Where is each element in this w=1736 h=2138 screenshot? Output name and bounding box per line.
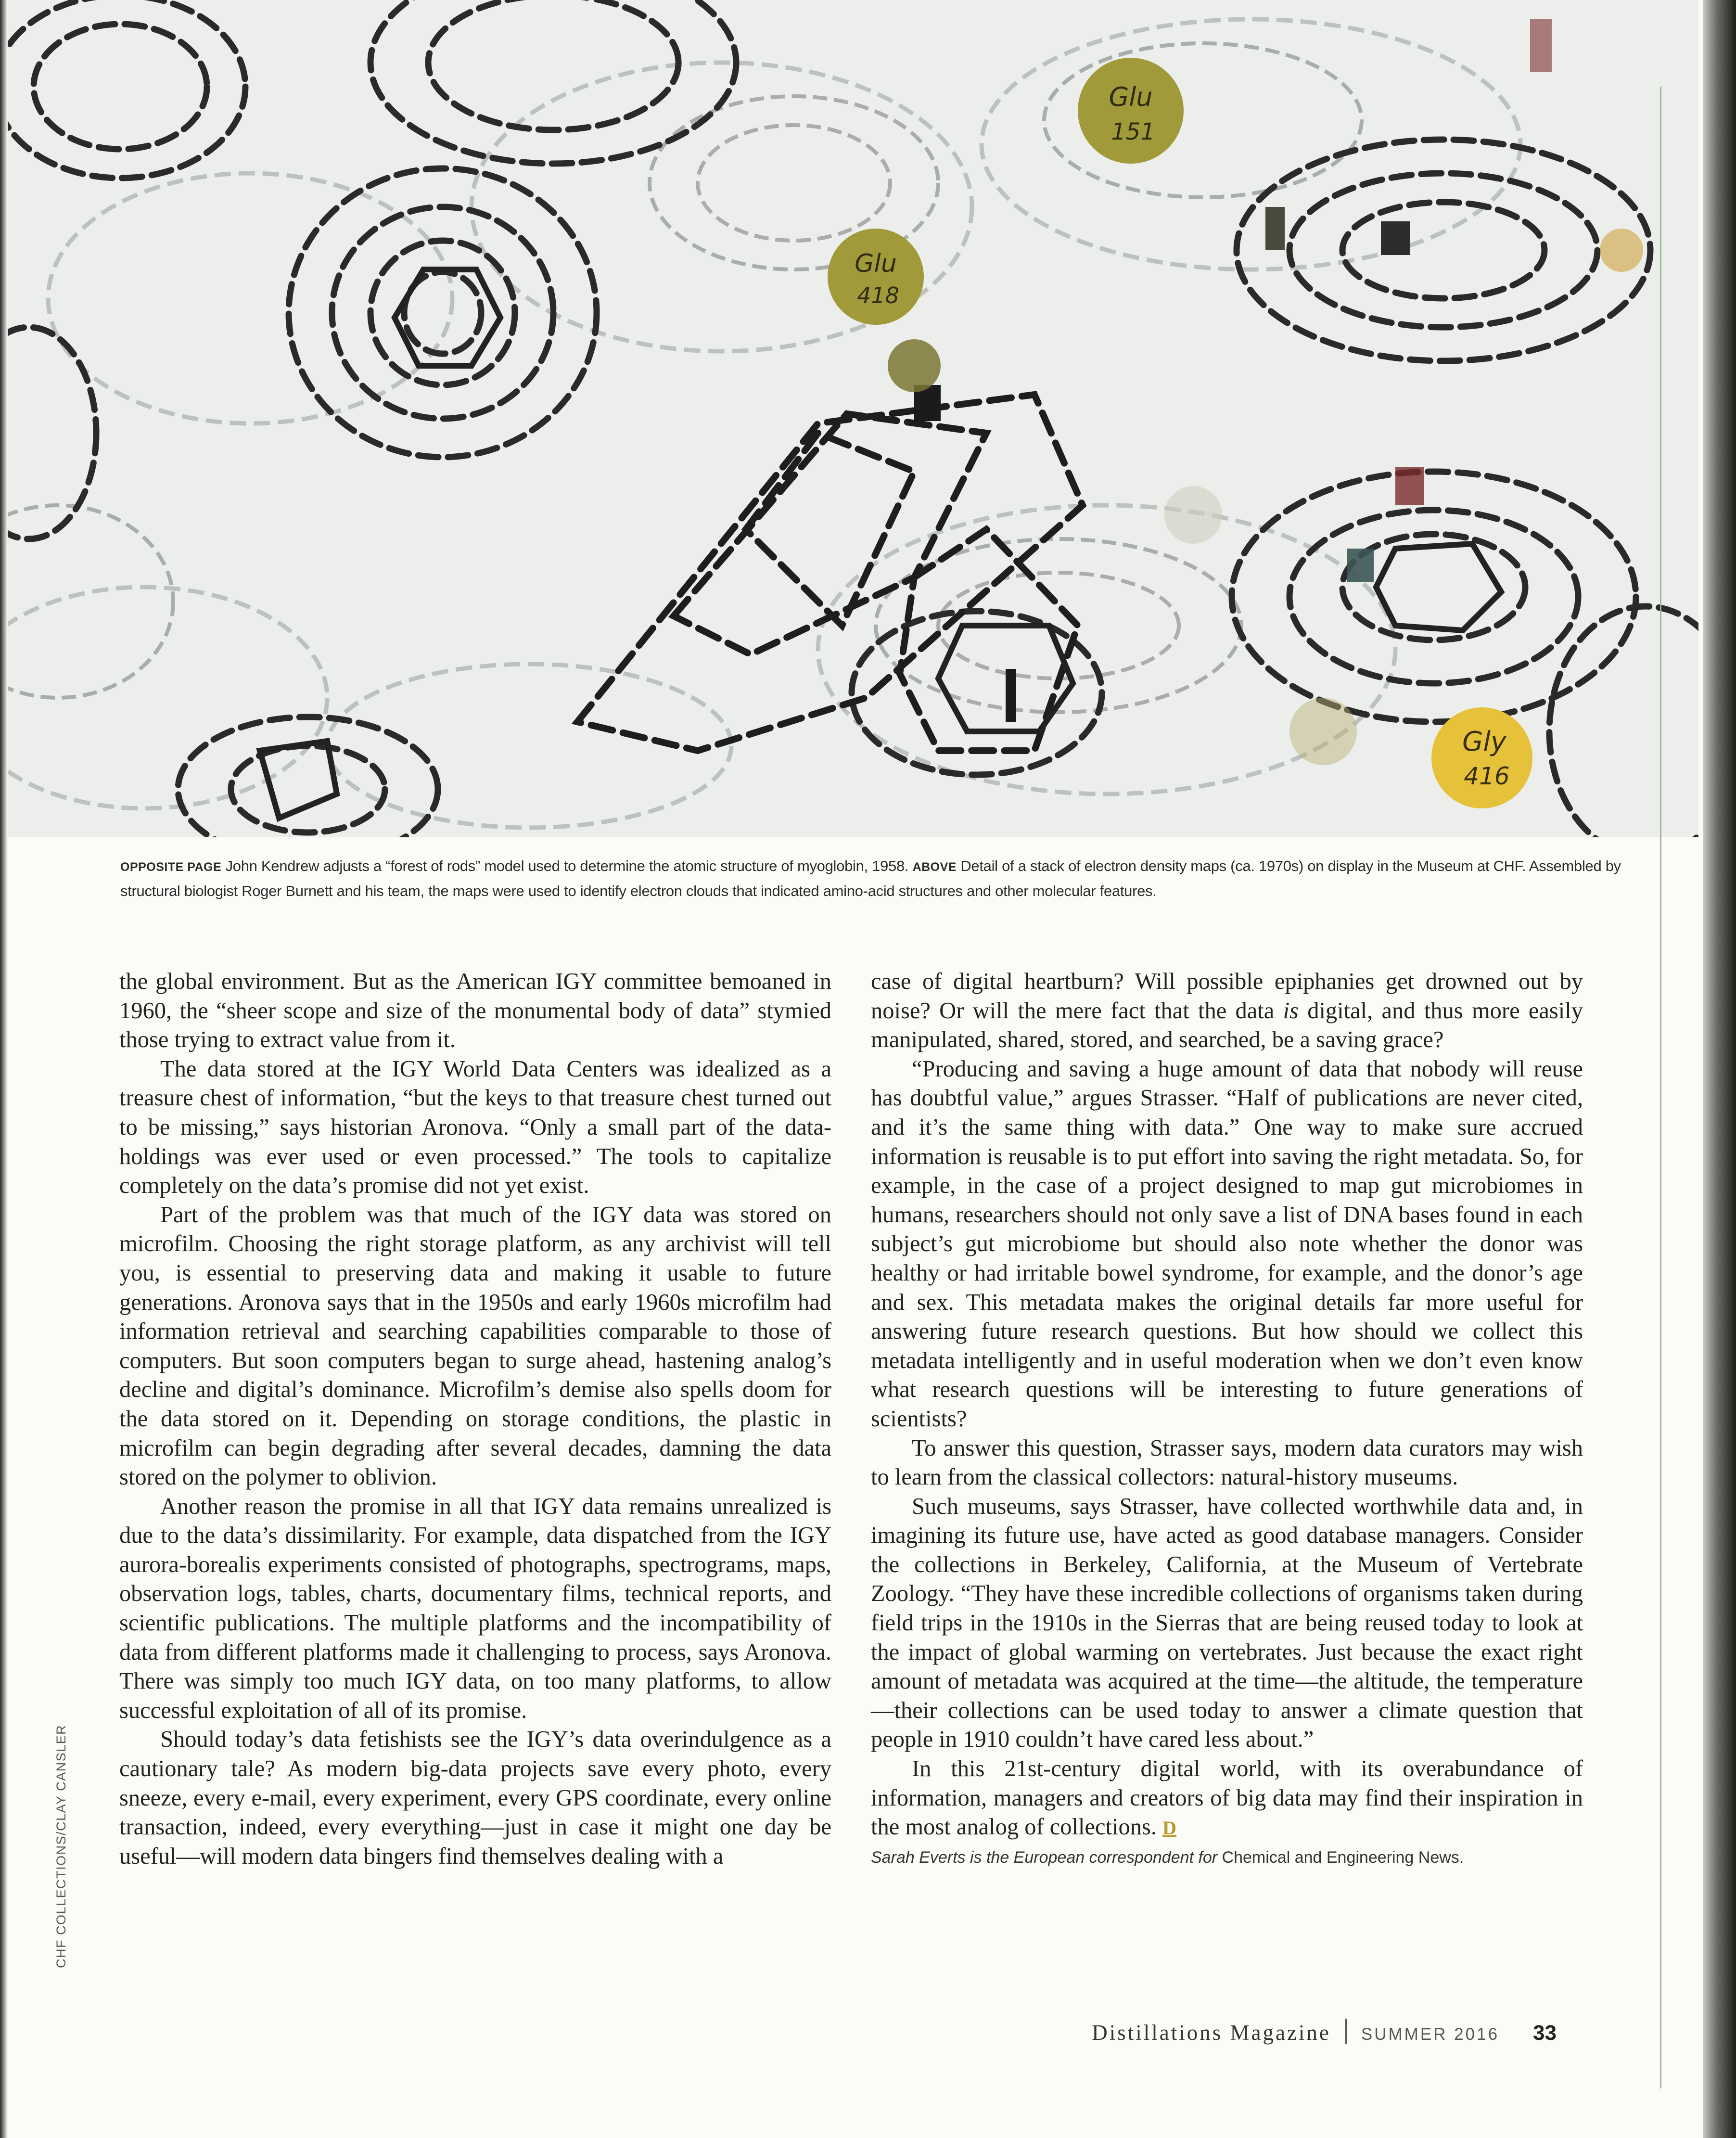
magazine-name: Distillations Magazine	[1092, 2021, 1331, 2045]
svg-text:Glu: Glu	[1109, 82, 1153, 112]
caption-label-above: ABOVE	[912, 860, 957, 874]
caption-text-opposite: John Kendrew adjusts a “forest of rods” model used to determine the atomic structure of myoglobin, 1958.	[225, 858, 909, 874]
article-column-left	[119, 967, 831, 1871]
issue-season: SUMMER 2016	[1361, 2025, 1500, 2044]
page-footer	[1092, 2019, 1557, 2045]
caption-label-opposite: OPPOSITE PAGE	[120, 860, 222, 874]
contour-map-illustration	[0, 0, 1698, 837]
residue-label-dot	[1431, 707, 1532, 808]
page-guide-line	[1660, 87, 1661, 2088]
svg-text:Gly: Gly	[1462, 726, 1507, 757]
photo-caption	[120, 854, 1621, 903]
svg-text:416: 416	[1464, 762, 1510, 790]
paragraph: In this 21st-century digital world, with its overabundance of information, managers and creators of big data may find their inspiration in the most analog of collections. D	[871, 1756, 1583, 1840]
paragraph: Such museums, says Strasser, have collected worthwhile data and, in imagining its future use, have acted as good database managers. Consider the collections in Berkeley, California, at the Museum of Vertebrate Zoology. “They have these incredible collections of organisms taken during field trips in the 1910s in the Sierras that are being reused today to look at the impact of global warming on vertebrates. Just because the exact right amount of metadata was acquired at the time—the altitude, the temperature—their collections can be used today to answer a climate question that people in 1910 couldn’t have cared less about.”	[871, 1493, 1583, 1753]
paragraph: the global environment. But as the American IGY committee bemoaned in 1960, the “sheer scope and size of the monumental body of data” stymied those trying to extract value from it.	[119, 969, 831, 1053]
paragraph: To answer this question, Strasser says, modern data curators may wish to learn from the classical collectors: natural-history museums.	[871, 1435, 1583, 1490]
footer-divider	[1345, 2019, 1347, 2044]
paragraph: case of digital heartburn? Will possible epiphanies get drowned out by noise? Or will the mere fact that the data is digital, and thus more easily manipulated, shared, stored, and searched, be a saving grace?	[871, 969, 1583, 1053]
photo-credit: CHF COLLECTIONS/CLAY CANSLER	[54, 1724, 68, 1968]
electron-density-map-photo	[0, 0, 1698, 837]
article-column-right	[871, 967, 1583, 1872]
page-number: 33	[1533, 2021, 1557, 2045]
author-bio: Sarah Everts is the European correspondent for Chemical and Engineering News.	[871, 1848, 1464, 1867]
caption-text-above: Detail of a stack of electron density maps (ca. 1970s) on display in the Museum at CHF. Assembled by structural biologist Roger Burnett and his team, the maps were used to identify electron clouds that indicated amino-acid structures and other molecular features.	[120, 858, 1621, 899]
scan-edge-left	[0, 0, 8, 2138]
svg-text:418: 418	[857, 282, 899, 308]
svg-text:Glu: Glu	[855, 249, 897, 278]
paragraph: “Producing and saving a huge amount of data that nobody will reuse has doubtful value,” argues Strasser. “Half of publications are never cited, and it’s the same thing with data.” One way to make sure accrued information is reusable is to put effort into saving the right metadata. So, for example, in the case of a project designed to map gut microbiomes in humans, researchers should not only save a list of DNA bases found in each subject’s gut microbiome but should also note whether the donor was healthy or had irritable bowel syndrome, for example, and the donor’s age and sex. This metadata makes the original details far more useful for answering future research questions. But how should we collect this metadata intelligently and in useful moderation when we don’t even know what research questions will be interesting to future generations of scientists?	[871, 1056, 1583, 1432]
paragraph: Part of the problem was that much of the IGY data was stored on microfilm. Choosing the right storage platform, as any archivist will tell you, is essential to preserving data and making it usable to future generations. Aronova says that in the 1950s and early 1960s microfilm had information retrieval and searching capabilities comparable to those of computers. But soon computers began to surge ahead, hastening analog’s decline and digital’s dominance. Microfilm’s demise also spells doom for the data stored on it. Depending on storage conditions, the plastic in microfilm can begin degrading after several decades, damning the data stored on the polymer to oblivion.	[119, 1202, 831, 1490]
svg-text:151: 151	[1111, 118, 1155, 145]
paragraph: The data stored at the IGY World Data Centers was idealized as a treasure chest of information, “but the keys to that treasure chest turned out to be missing,” says historian Aronova. “Only a small part of the data-holdings was ever used or even processed.” The tools to capitalize completely on the data’s promise did not yet exist.	[119, 1056, 831, 1199]
paragraph: Should today’s data fetishists see the IGY’s data overindulgence as a cautionary tale? As modern big-data projects save every photo, every sneeze, every e-mail, every experiment, every GPS coordinate, every online transaction, indeed, every everything—just in case it might one day be useful—will modern data bingers find themselves dealing with a	[119, 1727, 831, 1869]
paragraph: Another reason the promise in all that IGY data remains unrealized is due to the data’s dissimilarity. For example, data dispatched from the IGY aurora-borealis experiments consisted of photographs, spectrograms, maps, observation logs, tables, charts, documentary films, technical reports, and scientific publications. The multiple platforms and the incompatibility of data from different platforms made it challenging to process, says Aronova. There was simply too much IGY data, on too many platforms, to allow successful exploitation of all of its promise.	[119, 1493, 831, 1723]
end-mark-icon: D	[1162, 1817, 1176, 1839]
scan-edge-right	[1703, 0, 1736, 2138]
